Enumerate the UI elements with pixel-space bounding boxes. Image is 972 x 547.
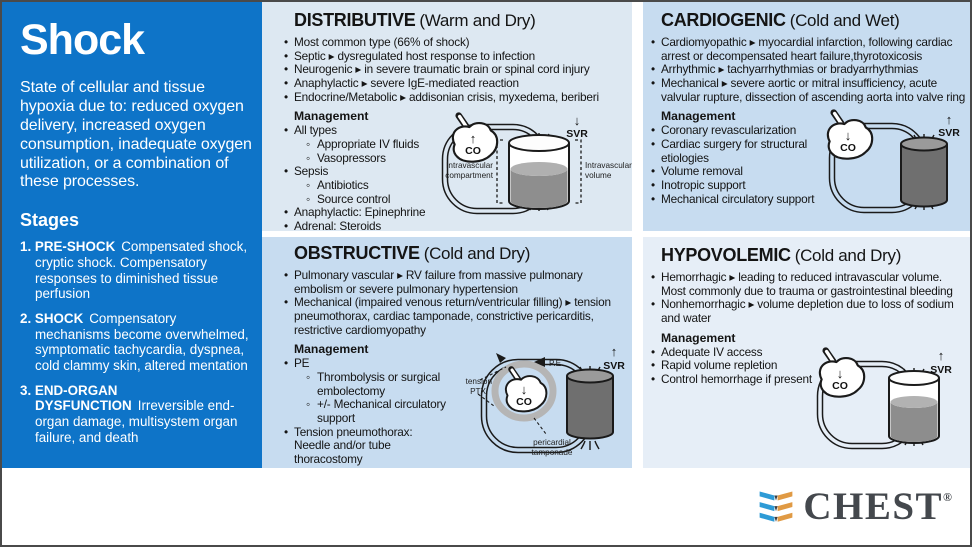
stage-text: Compensated shock, cryptic shock. Compensatory responses to diminished tissue perfusion [35,239,248,302]
quadrant-subtitle: (Warm and Dry) [419,11,536,30]
chest-logo [758,487,952,526]
management-heading: Management [661,109,736,124]
management-item: • Rapid volume repletion [651,359,851,373]
cylinder-icon [901,144,947,206]
management-item: • Volume removal [651,165,837,179]
stage-label: 1. PRE-SHOCK [20,239,116,255]
cardiogenic-circulation-diagram [820,106,966,226]
management-item: • Inotropic support [651,179,837,193]
stage-item-end-organ [20,383,252,446]
distributive-circulation-diagram [427,107,632,229]
management-item: • Cardiac surgery for structural etiologies [651,138,837,165]
svr-arrow: ↓ [573,113,581,128]
management-item: • PE [284,357,448,371]
quadrant-hypovolemic [643,237,970,468]
management-item: • Adrenal: Steroids [284,220,436,234]
hypovolemic-circulation-diagram [810,344,960,462]
co-arrow: ↓ [844,128,852,143]
compartment-label-line1: Intravascular [446,161,493,170]
co-label: CO [840,142,856,154]
svr-label: SVR [603,360,625,372]
svr-label: SVR [930,364,952,376]
bullet-item: • Arrhythmic ▸ tachyarrhythmias or bradyarrhythmias [651,63,966,77]
co-arrow: ↓ [520,382,528,397]
quadrant-title [294,10,626,31]
management-item: • All types [284,124,436,138]
management-heading: Management [661,330,736,345]
bullet-item: • Most common type (66% of shock) [284,36,626,50]
bullet-item: • Hemorrhagic ▸ leading to reduced intravascular volume. Most commonly due to trauma or gastrointestinal bleeding [651,271,966,298]
quadrant-cardiogenic [643,2,970,231]
compartment-bracket [497,140,503,203]
volume-label-line1: Intravascular [585,161,632,170]
chest-logo-icon [758,489,794,525]
pe-label: P.E. [549,359,564,368]
management-subitem: ◦ Source control [284,193,436,207]
quadrant-title-text: OBSTRUCTIVE [294,243,420,263]
tension-ptx-label-line1: tension [465,377,492,386]
management-subitem: ◦ +/- Mechanical circulatory support [284,398,448,425]
registered-mark: ® [943,490,952,504]
bullet-item: • Nonhemorrhagic ▸ volume depletion due to loss of sodium and water [651,298,966,325]
tamponade-leader [534,418,546,434]
quadrant-obstructive [262,237,632,468]
quadrant-title-text: CARDIOGENIC [661,10,786,30]
volume-bracket [575,140,581,203]
bullet-item: • Mechanical (impaired venous return/ventricular filling) ▸ tension pneumothorax, cardiac tamponade, constrictive pericarditis, restrictive cardiomyopathy [284,296,626,337]
bullet-item: • Anaphylactic ▸ severe IgE-mediated reaction [284,77,626,91]
tension-ptx-label-line2: PTX [470,387,486,396]
quadrant-title-text: DISTRIBUTIVE [294,10,416,30]
management-item: • Adequate IV access [651,346,851,360]
cylinder-top [901,138,947,151]
brand-text: CHEST [803,485,944,528]
stage-text: Compensatory mechanisms become overwhelmed, symptomatic tachycardia, dyspnea, cold clammy skin, altered mentation [35,310,249,373]
stage-label: 2. SHOCK [20,310,84,326]
chest-wordmark [803,487,952,526]
quadrant-title-text: HYPOVOLEMIC [661,245,791,265]
management-item: • Tension pneumothorax: Needle and/or tube thoracostomy [284,426,448,467]
quadrant-distributive [262,2,632,234]
quadrant-subtitle: (Cold and Wet) [789,11,900,30]
quadrant-subtitle: (Cold and Dry) [794,246,902,265]
tamponade-label-line1: pericardial [533,438,571,447]
quadrant-grid [262,2,970,468]
footer [2,468,970,545]
svr-label: SVR [566,128,588,140]
stage-item-shock [20,311,252,374]
svr-arrow: ↑ [945,112,953,127]
management-heading: Management [294,342,369,357]
management-item: • Sepsis [284,165,436,179]
volume-label-line2: volume [585,171,612,180]
management-item: • Anaphylactic: Epinephrine [284,206,436,220]
management-heading: Management [294,109,369,124]
obstructive-circulation-diagram [442,332,630,468]
stage-item-preshock [20,239,252,302]
bullet-item: • Septic ▸ dysregulated host response to infection [284,50,626,64]
management-subitem: ◦ Thrombolysis or surgical embolectomy [284,371,448,398]
co-arrow: ↓ [836,366,844,381]
bullet-item: • Endocrine/Metabolic ▸ addisonian crisis, myxedema, beriberi [284,91,626,105]
fluid-surface [891,396,938,408]
compartment-label-line2: compartment [445,171,493,180]
management-item: • Control hemorrhage if present [651,373,851,387]
svr-arrow: ↑ [937,348,945,363]
logo-chevrons [760,491,793,521]
sidebar [2,2,262,468]
co-label: CO [516,396,532,408]
bullet-list [651,36,966,104]
bullet-item: • Pulmonary vascular ▸ RV failure from massive pulmonary embolism or severe pulmonary hypertension [284,269,626,296]
management-item: • Mechanical circulatory support [651,193,837,207]
stages-list [20,239,252,445]
management-subitem: ◦ Vasopressors [284,152,436,166]
bullet-item: • Cardiomyopathic ▸ myocardial infarction, following cardiac arrest or decompensated heart failure,thyrotoxicosis [651,36,966,63]
management-item: • Coronary revascularization [651,124,837,138]
stage-text: Irreversible end-organ damage, multisystem organ failure, and death [35,398,238,445]
bullet-list [651,271,966,326]
management-subitem: ◦ Appropriate IV fluids [284,138,436,152]
cylinder-icon [567,376,613,439]
bullet-list [284,269,626,337]
shock-definition: State of cellular and tissue hypoxia due to: reduced oxygen delivery, increased oxygen consumption, inadequate oxygen utilization, or a combination of these processes. [20,79,252,191]
svr-label: SVR [938,127,960,139]
svr-arrow: ↑ [610,344,618,359]
tamponade-label-line2: tamponade [531,448,573,457]
quadrant-subtitle: (Cold and Dry) [423,244,531,263]
quadrant-title [294,243,626,264]
cylinder-top [509,135,569,151]
co-label: CO [832,380,848,392]
fluid-surface [511,162,568,176]
quadrant-title [661,245,966,266]
bullet-item: • Mechanical ▸ severe aortic or mitral insufficiency, acute valvular rupture, dissection of ascending aorta into valve ring [651,77,966,104]
stages-heading: Stages [20,210,80,231]
page-title: Shock [20,16,145,64]
co-label: CO [465,145,481,157]
quadrant-title [661,10,966,31]
management-list [284,124,436,233]
stage-label: 3. END-ORGAN DYSFUNCTION [20,382,132,414]
management-list [651,124,837,206]
bullet-list [284,36,626,104]
bullet-item: • Neurogenic ▸ in severe traumatic brain or spinal cord injury [284,63,626,77]
co-arrow: ↑ [469,131,477,146]
management-subitem: ◦ Antibiotics [284,179,436,193]
